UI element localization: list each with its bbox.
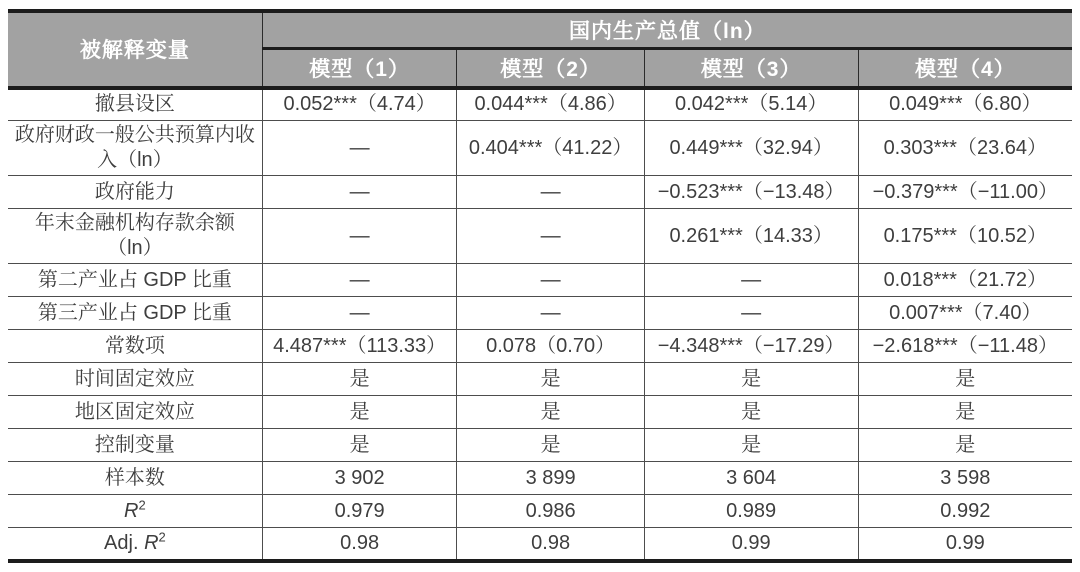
table-row-9 (8, 396, 1072, 429)
row-label: 政府能力 (8, 176, 262, 209)
value-cell-model-3: 0.042***（5.14） (644, 88, 858, 121)
table-row-8 (8, 363, 1072, 396)
value-cell-model-2: 是 (457, 396, 644, 429)
value-cell-model-1: 是 (262, 429, 457, 462)
row-label-header: 被解释变量 (8, 11, 262, 88)
value-cell-model-3: 0.99 (644, 528, 858, 561)
value-cell-model-2: 0.078（0.70） (457, 330, 644, 363)
row-label: 第二产业占 GDP 比重 (8, 264, 262, 297)
table-row-12 (8, 495, 1072, 528)
value-cell-model-4: 是 (858, 429, 1072, 462)
value-cell-model-2: — (457, 264, 644, 297)
value-cell-model-4: 是 (858, 396, 1072, 429)
row-label: 时间固定效应 (8, 363, 262, 396)
value-cell-model-4: 0.007***（7.40） (858, 297, 1072, 330)
row-label: 控制变量 (8, 429, 262, 462)
table-row-7 (8, 330, 1072, 363)
model-header-4: 模型（4） (858, 49, 1072, 88)
value-cell-model-3: — (644, 264, 858, 297)
value-cell-model-2: 0.044***（4.86） (457, 88, 644, 121)
table-row-10 (8, 429, 1072, 462)
table-row-1 (8, 88, 1072, 121)
model-header-1: 模型（1） (262, 49, 457, 88)
table-row-13 (8, 528, 1072, 561)
model-header-2: 模型（2） (457, 49, 644, 88)
value-cell-model-3: — (644, 297, 858, 330)
value-cell-model-1: 3 902 (262, 462, 457, 495)
row-label: 样本数 (8, 462, 262, 495)
value-cell-model-3: 0.989 (644, 495, 858, 528)
table-row-2 (8, 121, 1072, 176)
value-cell-model-3: 3 604 (644, 462, 858, 495)
value-cell-model-3: 0.261***（14.33） (644, 209, 858, 264)
row-label: Adj. $R^2$ (8, 528, 262, 561)
table-row-5 (8, 264, 1072, 297)
value-cell-model-2: 是 (457, 429, 644, 462)
value-cell-model-4: 3 598 (858, 462, 1072, 495)
value-cell-model-1: — (262, 209, 457, 264)
value-cell-model-1: 0.979 (262, 495, 457, 528)
value-cell-model-3: 0.449***（32.94） (644, 121, 858, 176)
value-cell-model-2: — (457, 297, 644, 330)
value-cell-model-4: 0.99 (858, 528, 1072, 561)
value-cell-model-1: — (262, 176, 457, 209)
value-cell-model-1: 是 (262, 363, 457, 396)
header-group-row (8, 11, 1072, 49)
value-cell-model-2: 0.986 (457, 495, 644, 528)
value-cell-model-2: 0.404***（41.22） (457, 121, 644, 176)
row-label: 常数项 (8, 330, 262, 363)
value-cell-model-1: — (262, 121, 457, 176)
value-cell-model-3: −0.523***（−13.48） (644, 176, 858, 209)
value-cell-model-2: 3 899 (457, 462, 644, 495)
value-cell-model-3: 是 (644, 396, 858, 429)
row-label: 地区固定效应 (8, 396, 262, 429)
regression-table (8, 9, 1072, 563)
table-row-4 (8, 209, 1072, 264)
r-squared-symbol: R (144, 531, 159, 554)
value-cell-model-4: −0.379***（−11.00） (858, 176, 1072, 209)
table-header (8, 11, 1072, 88)
value-cell-model-2: 0.98 (457, 528, 644, 561)
value-cell-model-4: 0.049***（6.80） (858, 88, 1072, 121)
value-cell-model-1: — (262, 297, 457, 330)
value-cell-model-4: 0.018***（21.72） (858, 264, 1072, 297)
value-cell-model-1: 0.052***（4.74） (262, 88, 457, 121)
value-cell-model-1: 0.98 (262, 528, 457, 561)
value-cell-model-2: 是 (457, 363, 644, 396)
row-label: 年末金融机构存款余额（ln） (8, 209, 262, 264)
value-cell-model-4: 0.992 (858, 495, 1072, 528)
table-row-11 (8, 462, 1072, 495)
table-row-6 (8, 297, 1072, 330)
table-body (8, 88, 1072, 561)
table-row-3 (8, 176, 1072, 209)
value-cell-model-1: 是 (262, 396, 457, 429)
value-cell-model-3: 是 (644, 429, 858, 462)
value-cell-model-2: — (457, 176, 644, 209)
row-label: 撤县设区 (8, 88, 262, 121)
row-label: $R^2$ (8, 495, 262, 528)
value-cell-model-4: −2.618***（−11.48） (858, 330, 1072, 363)
value-cell-model-3: 是 (644, 363, 858, 396)
value-cell-model-4: 0.175***（10.52） (858, 209, 1072, 264)
row-label: 第三产业占 GDP 比重 (8, 297, 262, 330)
value-cell-model-1: 4.487***（113.33） (262, 330, 457, 363)
row-label: 政府财政一般公共预算内收入（ln） (8, 121, 262, 176)
dependent-variable-group-header: 国内生产总值（ln） (262, 11, 1072, 49)
value-cell-model-4: 0.303***（23.64） (858, 121, 1072, 176)
r-squared-symbol: R (124, 499, 139, 522)
value-cell-model-3: −4.348***（−17.29） (644, 330, 858, 363)
value-cell-model-1: — (262, 264, 457, 297)
value-cell-model-4: 是 (858, 363, 1072, 396)
value-cell-model-2: — (457, 209, 644, 264)
model-header-3: 模型（3） (644, 49, 858, 88)
